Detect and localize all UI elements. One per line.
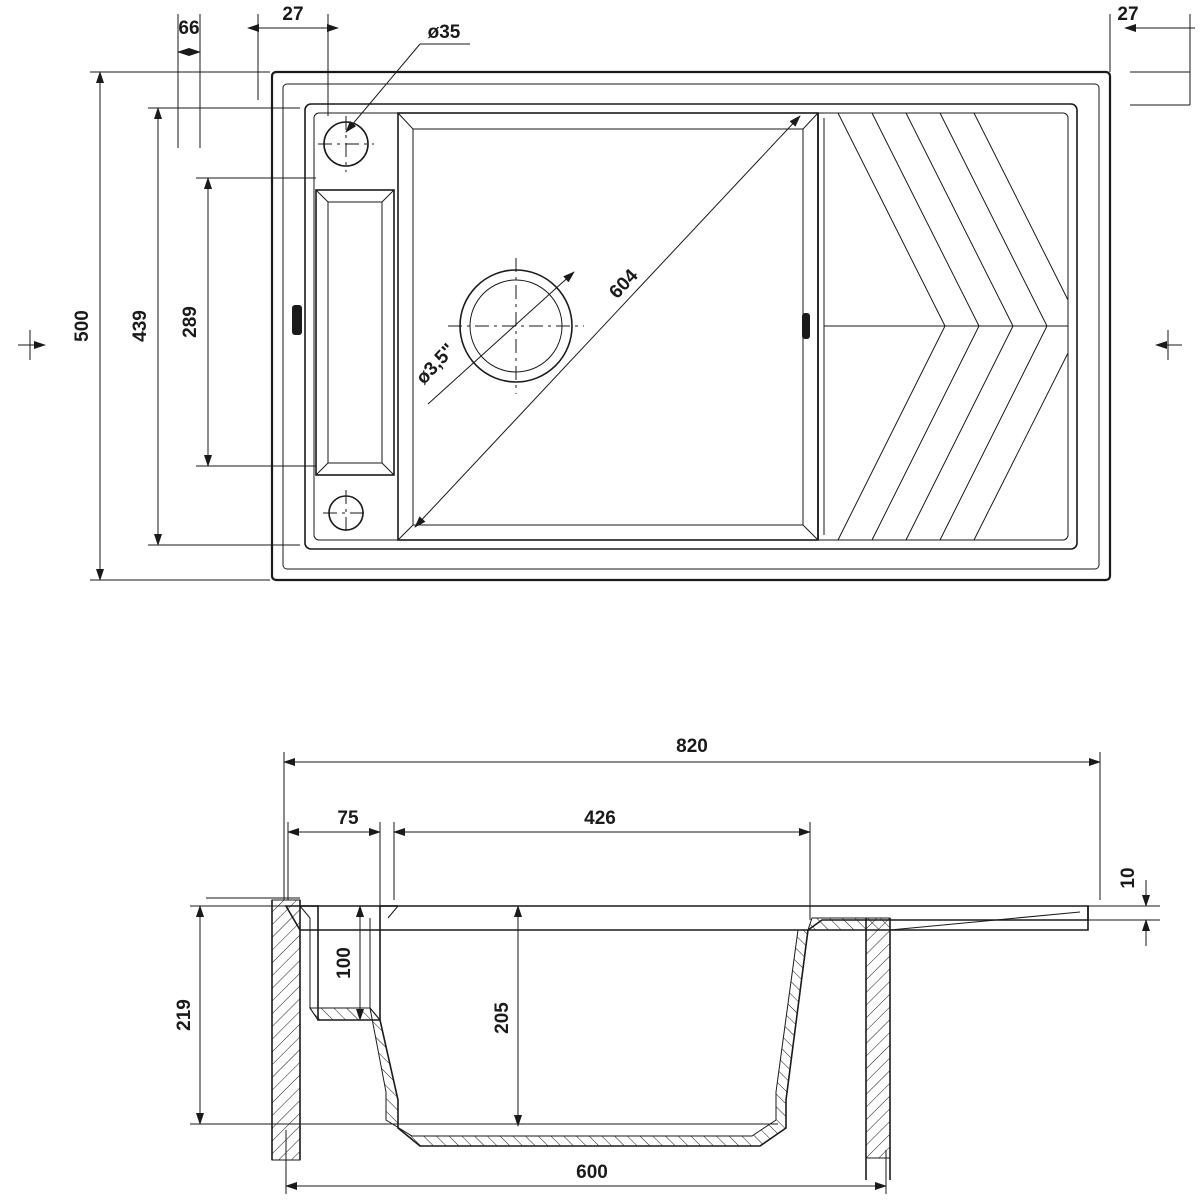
- drainer-hatch: [808, 918, 890, 930]
- dim-205-label: 205: [492, 1002, 513, 1034]
- dim-27-left-label: 27: [282, 4, 304, 25]
- dim-289-label: 289: [180, 306, 201, 338]
- dim-100: [318, 906, 378, 1020]
- dim-439: [130, 108, 300, 545]
- dim-426-label: 426: [584, 808, 616, 829]
- left-wall-hatch: [272, 900, 300, 1160]
- drainer-slope: [890, 912, 1080, 930]
- dim-500-label: 500: [72, 310, 93, 342]
- dim-426: [394, 808, 810, 920]
- dim-hole-diameter-label: ø35: [427, 22, 461, 43]
- dim-hole-diameter: [346, 22, 470, 132]
- drainer-ribs: [824, 113, 1068, 540]
- dim-75: [288, 808, 380, 1022]
- rim-section: [286, 906, 1088, 930]
- top-view: [18, 4, 1195, 580]
- dim-604-label: 604: [605, 265, 643, 304]
- bowl-section-inner: [370, 930, 798, 1136]
- dim-10: [1088, 867, 1160, 946]
- bowl-corner-br: [803, 525, 818, 540]
- dim-75-label: 75: [337, 808, 359, 829]
- dim-820: [284, 736, 1100, 900]
- dim-820-label: 820: [676, 736, 708, 757]
- ledge-bottom-hatch: [310, 1008, 380, 1020]
- dim-drain-diameter: [412, 272, 574, 404]
- clip-tab-left: [292, 305, 302, 335]
- bowl-corner-tr: [803, 113, 818, 129]
- clip-tab-right: [802, 313, 810, 339]
- channel-corner-tl: [316, 190, 328, 202]
- dim-219-label: 219: [174, 999, 195, 1031]
- dim-439-label: 439: [130, 310, 151, 342]
- dim-66: [178, 14, 200, 148]
- bowl-bottom: [413, 129, 803, 525]
- dim-205: [492, 906, 518, 1126]
- bowl-wall-hatch: [370, 930, 808, 1146]
- right-wall-hatch: [866, 918, 890, 1158]
- dim-10-label: 10: [1118, 867, 1139, 889]
- bowl-section-outer: [380, 930, 808, 1146]
- dim-27-right: [1110, 4, 1195, 105]
- channel-corner-bl: [316, 463, 328, 475]
- dim-500: [72, 72, 270, 580]
- bowl-corner-bl: [398, 525, 413, 540]
- dim-100-label: 100: [334, 947, 355, 979]
- channel-corner-br: [382, 463, 394, 475]
- dim-600-label: 600: [576, 1162, 608, 1183]
- section-view: [174, 736, 1160, 1194]
- bowl-corner-tl: [398, 113, 413, 129]
- channel-corner-tr: [382, 190, 394, 202]
- side-channel-inner: [328, 202, 382, 463]
- dim-66-label: 66: [178, 18, 200, 39]
- dim-27-right-label: 27: [1117, 4, 1139, 25]
- dim-drain-diameter-label: ø3,5": [412, 339, 460, 389]
- dim-604: [415, 116, 800, 527]
- dim-27-left: [248, 4, 338, 116]
